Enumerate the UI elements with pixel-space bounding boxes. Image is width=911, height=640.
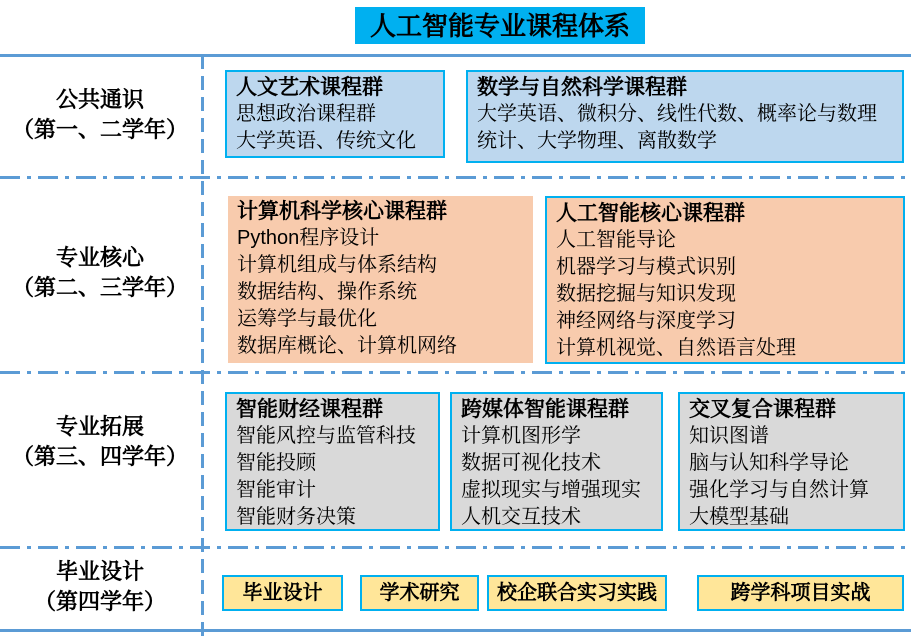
stage-years: （第四学年）: [33, 589, 166, 614]
course-line: 数据结构、操作系统: [237, 281, 417, 303]
stage-label-major-extension: [0, 412, 200, 472]
page-title: 人工智能专业课程体系: [355, 7, 645, 44]
course-group-title: 智能财经课程群: [236, 398, 383, 421]
course-line: 思想政治课程群: [236, 103, 376, 125]
stage-years: （第二、三学年）: [11, 275, 188, 300]
course-line: 大学英语、微积分、线性代数、概率论与数理统计、大学物理、离散数学: [477, 103, 877, 152]
course-line: 人机交互技术: [461, 506, 581, 528]
course-line: 计算机图形学: [461, 425, 581, 447]
course-group-title: 跨媒体智能课程群: [461, 398, 629, 421]
course-group-title: 交叉复合课程群: [689, 398, 836, 421]
course-group-humanities-arts: [225, 70, 445, 158]
course-group-interdisciplinary: [678, 392, 905, 531]
stage-name: 毕业设计: [55, 559, 144, 584]
course-line: 智能风控与监管科技: [236, 425, 416, 447]
course-group-title: 人工智能核心课程群: [556, 202, 745, 225]
course-line: 计算机组成与体系结构: [237, 254, 437, 276]
top-divider-line: [0, 54, 911, 57]
course-line: 虚拟现实与增强现实: [461, 479, 641, 501]
course-group-ai-core: [545, 196, 905, 364]
course-group-title: 人文艺术课程群: [236, 76, 383, 99]
course-line: 神经网络与深度学习: [556, 310, 736, 332]
graduation-item-project-practice: 跨学科项目实战: [697, 575, 904, 611]
row-separator-line: [0, 546, 911, 549]
course-line: 脑与认知科学导论: [689, 452, 849, 474]
stage-name: 公共通识: [55, 87, 144, 112]
stage-name: 专业核心: [55, 245, 144, 270]
course-line: Python程序设计: [237, 227, 380, 249]
course-group-cross-media-intelligence: [450, 392, 663, 531]
course-line: 运筹学与最优化: [237, 308, 377, 330]
course-line: 数据可视化技术: [461, 452, 601, 474]
bottom-divider-line: [0, 629, 911, 632]
course-group-title: 计算机科学核心课程群: [237, 200, 447, 223]
course-line: 大学英语、传统文化: [236, 130, 416, 152]
course-line: 人工智能导论: [556, 229, 676, 251]
course-group-math-natural-science: [466, 70, 904, 163]
course-line: 强化学习与自然计算: [689, 479, 869, 501]
course-line: 智能审计: [236, 479, 316, 501]
stage-years: （第三、四学年）: [11, 444, 188, 469]
course-line: 智能财务决策: [236, 506, 356, 528]
vertical-divider-line: [201, 55, 204, 640]
course-line: 数据挖掘与知识发现: [556, 283, 736, 305]
course-group-computer-science-core: [228, 196, 533, 363]
course-line: 数据库概论、计算机网络: [237, 335, 457, 357]
stage-label-major-core: [0, 243, 200, 303]
stage-label-general-education: [0, 85, 200, 145]
course-line: 大模型基础: [689, 506, 789, 528]
course-line: 机器学习与模式识别: [556, 256, 736, 278]
row-separator-line: [0, 176, 911, 179]
row-separator-line: [0, 371, 911, 374]
course-group-intelligent-finance: [225, 392, 440, 531]
course-line: 计算机视觉、自然语言处理: [556, 337, 796, 359]
stage-years: （第一、二学年）: [11, 117, 188, 142]
stage-name: 专业拓展: [55, 414, 144, 439]
course-group-title: 数学与自然科学课程群: [477, 76, 687, 99]
course-line: 智能投顾: [236, 452, 316, 474]
graduation-item-internship: 校企联合实习实践: [487, 575, 667, 611]
graduation-item-design: 毕业设计: [222, 575, 343, 611]
graduation-item-academic-research: 学术研究: [360, 575, 479, 611]
stage-label-graduation-design: [0, 557, 200, 617]
course-line: 知识图谱: [689, 425, 769, 447]
